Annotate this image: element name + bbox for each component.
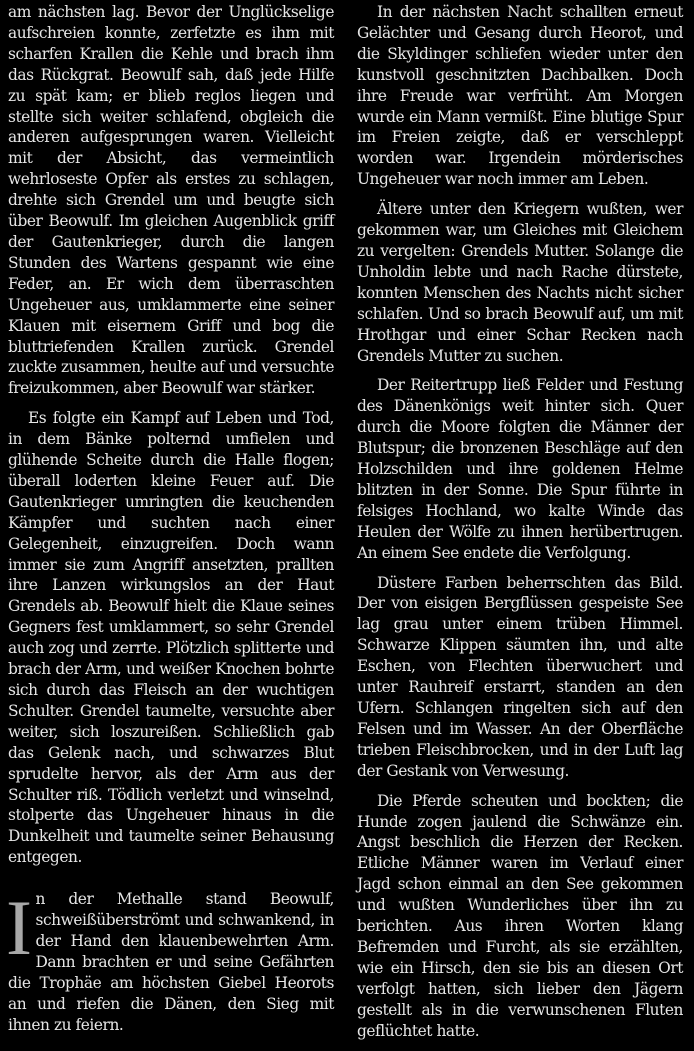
- paragraph: Die Pferde scheuten und bockten; die Hunde zogen jaulend die Schwänze ein. Angst beschlich die Herzen der Recken. Etliche Männer waren im Verlauf einer Jagd schon einmal an den See gekommen und wußten Wunderliches über ihn zu berichten. Aus ihren Worten klang Befremden und Furcht, als sie erzählten, wie ein Hirsch, den sie bis an diesen Ort verfolgt hatten, sich lieber den Jägern gestellt als in die verwunschenen Fluten geflüchtet hatte.: [357, 791, 683, 1040]
- left-column: [8, 2, 334, 1045]
- paragraph: Düstere Farben beherrschten das Bild. Der von eisigen Bergflüssen gespeiste See lag grau unter einem trüben Himmel. Schwarze Klippen säumten ihn, und alte Eschen, von Flechten überwuchert und unter Rauhreif erstarrt, standen an den Ufern. Schlangen ringelten sich auf den Felsen und im Wasser. An der Oberfläche trieben Fleischbrocken, und in der Luft lag der Gestank von Verwesung.: [357, 573, 683, 780]
- paragraph-with-dropcap: [6, 884, 334, 1035]
- paragraph-text: n der Methalle stand Beowulf, schweißüberströmt und schwankend, in der Hand den klauenbewehrten Arm. Dann brachten er und seine Gefährten die Trophäe am höchsten Giebel Heorots an und riefen die Dänen, den Sieg mit ihnen zu feiern.: [8, 890, 334, 1034]
- paragraph: Ältere unter den Kriegern wußten, wer gekommen war, um Gleiches mit Gleichem zu vergelten: Grendels Mutter. Solange die Unholdin lebte und nach Rache dürstete, konnten Menschen des Nachts nicht sicher schlafen. Und so brach Beowulf auf, um mit Hrothgar und einer Schar Recken nach Grendels Mutter zu suchen.: [357, 200, 683, 365]
- section-break: [8, 877, 334, 889]
- drop-cap: I: [6, 884, 32, 972]
- paragraph: Es folgte ein Kampf auf Leben und Tod, in dem Bänke polternd umfielen und glühende Scheite durch die Halle flogen; überall loderten kleine Feuer auf. Die Gautenkrieger umringten die keuchenden Kämpfer und suchten nach einer Gelegenheit, einzugreifen. Doch wann immer sie zum Angriff ansetzten, prallten ihre Lanzen wirkungslos an der Haut Grendels ab. Beowulf hielt die Klaue seines Gegners fest umklammert, so sehr Grendel auch zog und zerrte. Plötzlich splitterte und brach der Arm, und weißer Knochen bohrte sich durch das Fleisch an der wuchtigen Schulter. Grendel taumelte, versuchte aber weiter, sich loszureißen. Schließlich gab das Gelenk nach, und schwarzes Blut sprudelte hervor, als der Arm aus der Schulter riß. Tödlich verletzt und winselnd, stolperte das Ungeheuer hinaus in die Dunkelheit und taumelte seiner Behausung entgegen.: [8, 409, 334, 867]
- right-column: [357, 2, 683, 1051]
- paragraph: In der nächsten Nacht schallten erneut Gelächter und Gesang durch Heorot, und die Skyldinger schliefen wieder unter den kunstvoll geschnitzten Dachbalken. Doch ihre Freude war verfrüht. Am Morgen wurde ein Mann vermißt. Eine blutige Spur im Freien zeigte, daß er verschleppt worden war. Irgendein mörderisches Ungeheuer war noch immer am Leben.: [357, 3, 683, 189]
- paragraph: am nächsten lag. Bevor der Unglückselige aufschreien konnte, zerfetzte es ihm mit scharfen Krallen die Kehle und brach ihm das Rückgrat. Beowulf sah, daß jede Hilfe zu spät kam; er blieb reglos liegen und stellte sich weiter schlafend, obgleich die anderen aufgesprungen waren. Vielleicht mit der Absicht, das vermeintlich wehrloseste Opfer als erstes zu schlagen, drehte sich Grendel um und beugte sich über Beowulf. Im gleichen Augenblick griff der Gautenkrieger, durch die langen Stunden des Wartens gespannt wie eine Feder, an. Er wich dem überraschten Ungeheuer aus, umklammerte eine seiner Klauen mit eisernem Griff und bog die bluttriefenden Krallen zurück. Grendel zuckte zusammen, heulte auf und versuchte freizukommen, aber Beowulf war stärker.: [8, 3, 334, 398]
- paragraph: Der Reitertrupp ließ Felder und Festung des Dänenkönigs weit hinter sich. Quer durch die Moore folgten die Männer der Blutspur; die bronzenen Beschläge auf den Holzschilden und ihre goldenen Helme blitzten in der Sonne. Die Spur führte in felsiges Hochland, wo kalte Winde das Heulen der Wölfe zu ihnen herübertrugen. An einem See endete die Verfolgung.: [357, 376, 683, 562]
